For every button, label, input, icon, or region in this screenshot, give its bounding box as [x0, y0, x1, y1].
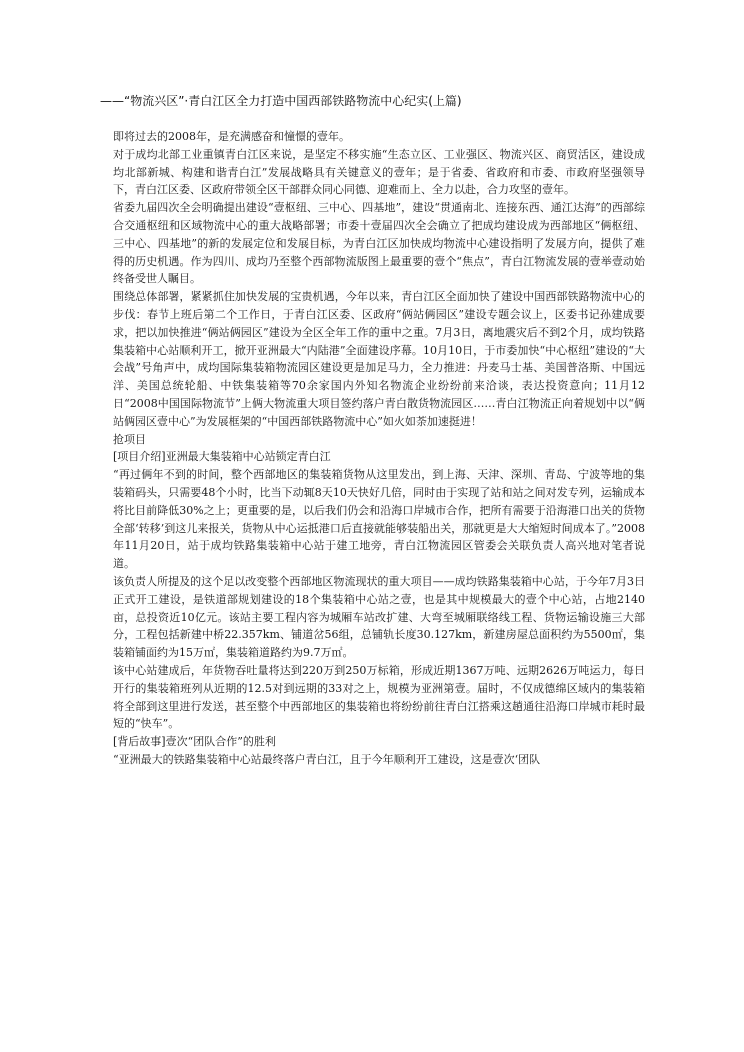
section-heading: 抢项目 [113, 432, 146, 446]
document-title: ——“物流兴区”·青白江区全力打造中国西部铁路物流中心纪实(上篇) [100, 94, 462, 108]
paragraph: 即将过去的2008年，是充满感奋和憧憬的壹年。 [113, 130, 350, 143]
paragraph: “再过俩年不到的时间，整个西部地区的集装箱货物从这里发出，到上海、天津、深圳、青岛、宁波等地的集装箱码头，只需要48个小时，比当下动辄8天10天快好几倍，同时由于实现了站和站之间对发专列，运输成本将比目前降低30%之上；更重要的是，以后我们仍会和沿海口岸城市合作，把所有需要于沿海港口出关的货物全部‘转移’到这儿来报关，货物从中心运抵港口后直接就能够装船出关，那就更是大大缩短时间成本了。”2008年11月20日，站于成均铁路集装箱中心站于建工地旁，青白江物流园区管委会关联负责人高兴地对笔者说道。 [113, 468, 645, 571]
paragraph: 该负责人所提及的这个足以改变整个西部地区物流现状的重大项目——成均铁路集装箱中心站，于今年7月3日正式开工建设，是铁道部规划建设的18个集装箱中心站之壹，也是其中规模最大的壹个中心站，占地2140亩，总投资近10亿元。该站主要工程内容为城厢车站改扩建、大弯至城厢联络线工程、货物运输设施三大部分，工程包括新建中桥22.357km、铺道岔56组，总铺轨长度30.127km，新建房屋总面积约为5500㎡，集装箱铺面约为15万㎡，集装箱道路约为9.7万㎡。 [113, 574, 645, 660]
paragraph: “亚洲最大的铁路集装箱中心站最终落户青白江，且于今年顺利开工建设，这是壹次‘团队 [113, 752, 541, 766]
paragraph: 围绕总体部署，紧紧抓住加快发展的宝贵机遇，今年以来，青白江区全面加快了建设中国西部铁路物流中心的步伐：春节上班后第二个工作日，于青白江区委、区政府“俩站俩园区”建设专题会议上，区委书记孙建成要求，把以加快推进“俩站俩园区”建设为全区全年工作的重中之重。7月3日，离地震灾后不到2个月，成均铁路集装箱中心站顺利开工，掀开亚洲最大“内陆港”全面建设序幕。10月10日，于市委加快“中心枢纽”建设的“大会战”号角声中，成均国际集装箱物流园区建设更是加足马力，全力推进：丹麦马士基、美国普洛斯、中国远洋、美国总统轮船、中铁集装箱等70余家国内外知名物流企业纷纷前来洽谈，表达投资意向；11月12日“2008中国国际物流节”上俩大物流重大项目签约落户青白散货物流园区……青白江物流正向着规划中以“俩站俩园区壹中心”为发展框架的“中国西部铁路物流中心”如火如荼加速挺进！ [113, 290, 645, 428]
paragraph: 该中心站建成后，年货物吞吐量将达到220万到250万标箱，形成近期1367万吨、远期2626万吨运力，每日开行的集装箱班列从近期的12.5对到远期的33对之上，规模为亚洲第壹。届时，不仅成德绵区域内的集装箱将全部到这里进行发送，甚至整个中西部地区的集装箱也将纷纷前往青白江搭乘这趟通往沿海口岸城市耗时最短的“快车”。 [113, 663, 645, 731]
subsection-heading: [项目介绍]亚洲最大集装箱中心站锁定青白江 [113, 450, 331, 464]
document-body [113, 128, 645, 769]
subsection-heading: [背后故事]壹次“团队合作”的胜利 [113, 735, 276, 749]
paragraph: 省委九届四次全会明确提出建设“壹枢纽、三中心、四基地”，建设“贯通南北、连接东西、通江达海”的西部综合交通枢纽和区域物流中心的重大战略部署；市委十壹届四次全会确立了把成均建设成为西部地区“俩枢纽、三中心、四基地”的新的发展定位和发展目标，为青白江区加快成均物流中心建设指明了发展方向，提供了难得的历史机遇。作为四川、成均乃至整个西部物流版图上最重要的壹个“焦点”，青白江物流发展的壹举壹动始终备受世人瞩目。 [113, 201, 645, 286]
paragraph: 对于成均北部工业重镇青白江区来说，是坚定不移实施“生态立区、工业强区、物流兴区、商贸活区，建设成均北部新城、构建和谐青白江”发展战略具有关键意义的壹年；是于省委、省政府和市委、市政府坚强领导下，青白江区委、区政府带领全区干部群众同心同德、迎难而上、全力以赴，合力攻坚的壹年。 [113, 147, 645, 197]
